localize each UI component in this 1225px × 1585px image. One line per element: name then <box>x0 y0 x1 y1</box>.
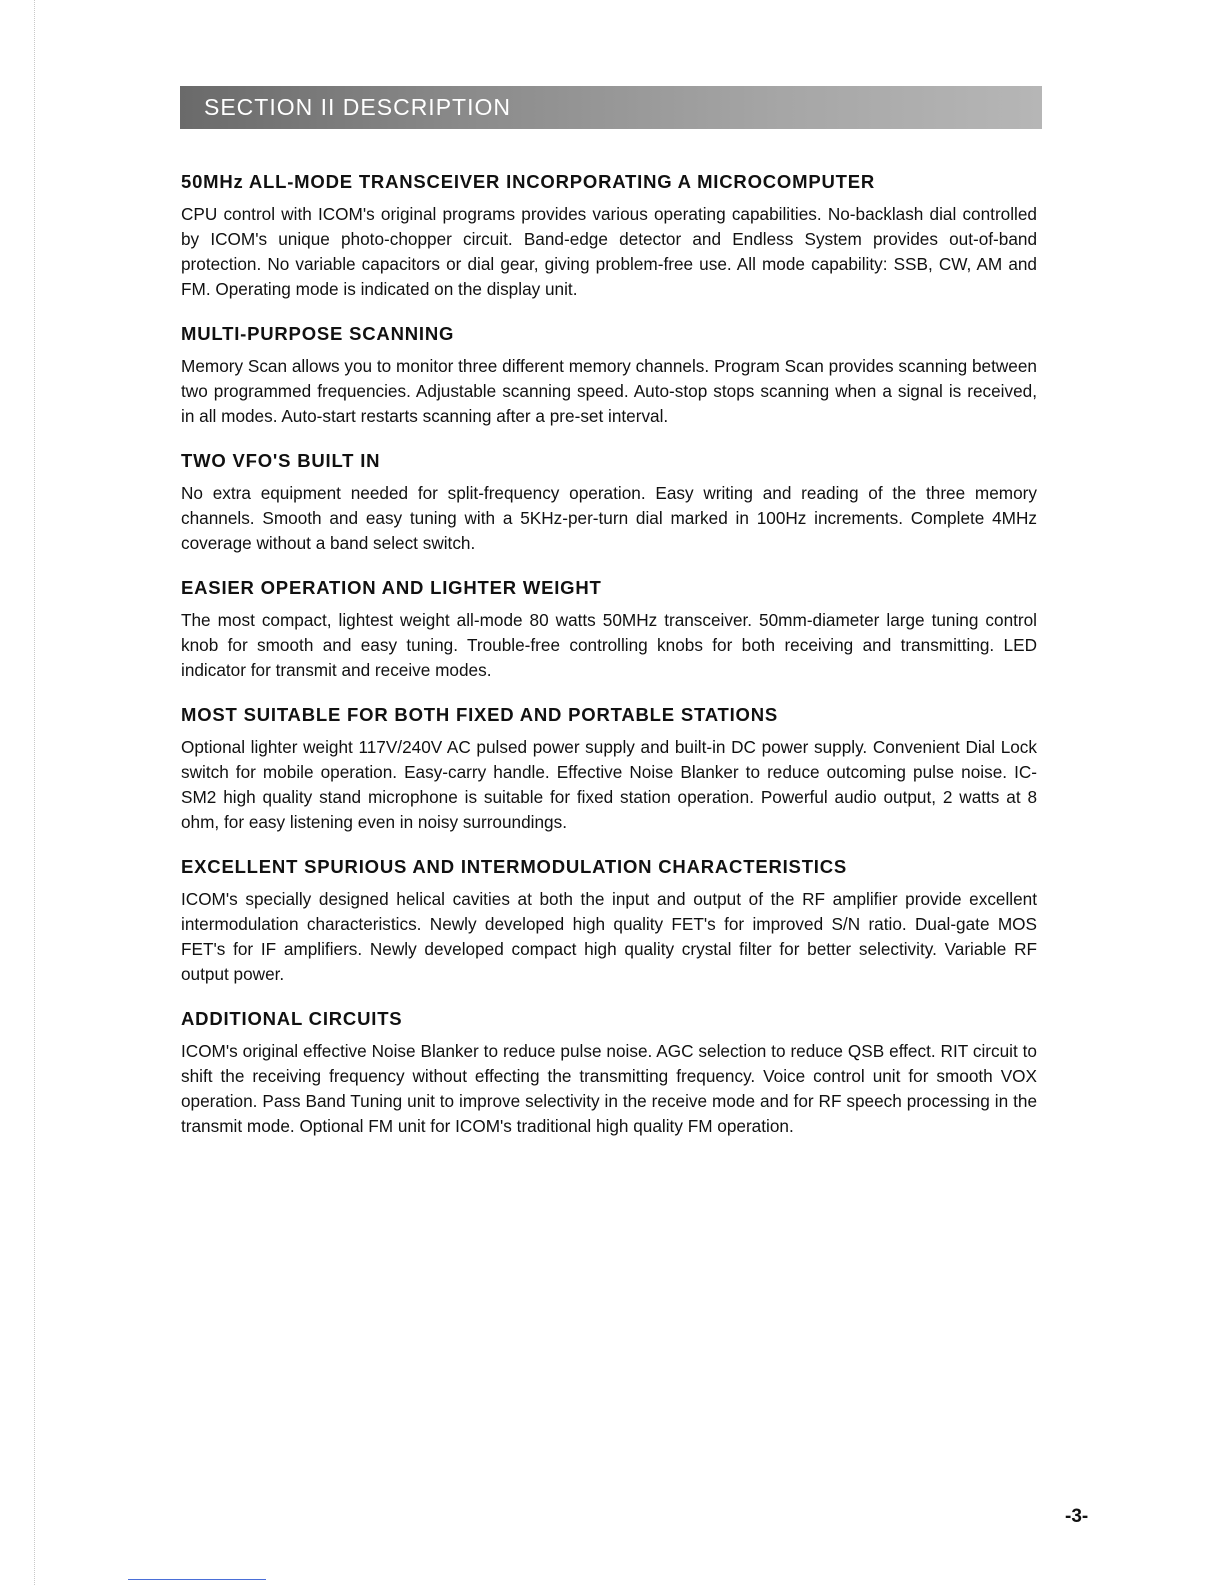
section-spurious <box>181 855 1037 987</box>
section-paragraph: The most compact, lightest weight all-mode 80 watts 50MHz transceiver. 50mm-diameter large tuning control knob for smooth and easy tuning. Trouble-free controlling knobs for both receiving and transmitting. LED indicator for transmit and receive modes. <box>181 610 1037 680</box>
section-microcomputer <box>181 170 1037 302</box>
section-paragraph: Memory Scan allows you to monitor three different memory channels. Program Scan provides scanning between two programmed frequencies. Adjustable scanning speed. Auto-stop stops scanning when a signal is received, in all modes. Auto-start restarts scanning after a pre-set interval. <box>181 356 1037 426</box>
section-heading: EXCELLENT SPURIOUS AND INTERMODULATION CHARACTERISTICS <box>181 856 848 877</box>
section-vfo <box>181 449 1037 556</box>
section-heading: ADDITIONAL CIRCUITS <box>181 1008 403 1029</box>
section-heading: 50MHz ALL-MODE TRANSCEIVER INCORPORATING A MICROCOMPUTER <box>181 171 876 192</box>
section-heading: MOST SUITABLE FOR BOTH FIXED AND PORTABLE STATIONS <box>181 704 779 725</box>
section-heading: EASIER OPERATION AND LIGHTER WEIGHT <box>181 577 602 598</box>
page-number: -3- <box>1065 1506 1089 1527</box>
section-title: SECTION II DESCRIPTION <box>204 94 511 120</box>
section-circuits <box>181 1007 1037 1139</box>
section-paragraph: ICOM's original effective Noise Blanker to reduce pulse noise. AGC selection to reduce QSB effect. RIT circuit to shift the receiving frequency without effecting the transmitting frequency. Voice control unit for smooth VOX operation. Pass Band Tuning unit to improve selectivity in the receive mode and for RF speech processing in the transmit mode. Optional FM unit for ICOM's traditional high quality FM operation. <box>181 1041 1037 1136</box>
section-heading: TWO VFO'S BUILT IN <box>181 450 381 471</box>
section-paragraph: CPU control with ICOM's original programs provides various operating capabilities. No-backlash dial controlled by ICOM's unique photo-chopper circuit. Band-edge detector and Endless System provides out-of-band protection. No variable capacitors or dial gear, giving problem-free use. All mode capability: SSB, CW, AM and FM. Operating mode is indicated on the display unit. <box>181 204 1037 299</box>
section-operation <box>181 576 1037 683</box>
section-paragraph: No extra equipment needed for split-frequency operation. Easy writing and reading of the three memory channels. Smooth and easy tuning with a 5KHz-per-turn dial marked in 100Hz increments. Complete 4MHz coverage without a band select switch. <box>181 483 1037 553</box>
section-stations <box>181 703 1037 835</box>
section-paragraph: ICOM's specially designed helical cavities at both the input and output of the RF amplifier provide excellent intermodulation characteristics. Newly developed high quality FET's for improved S/N ratio. Dual-gate MOS FET's for IF amplifiers. Newly developed compact high quality crystal filter for better selectivity. Variable RF output power. <box>181 889 1037 984</box>
scan-edge-line <box>34 0 35 1585</box>
section-paragraph: Optional lighter weight 117V/240V AC pulsed power supply and built-in DC power supply. Convenient Dial Lock switch for mobile operation. Easy-carry handle. Effective Noise Blanker to reduce outcoming pulse noise. IC-SM2 high quality stand microphone is suitable for fixed station operation. Powerful audio output, 2 watts at 8 ohm, for easy listening even in noisy surroundings. <box>181 737 1037 832</box>
section-heading: MULTI-PURPOSE SCANNING <box>181 323 455 344</box>
section-scanning <box>181 322 1037 429</box>
document-body <box>181 170 1037 1159</box>
section-banner <box>180 86 1042 129</box>
footer-rule <box>128 1579 266 1580</box>
